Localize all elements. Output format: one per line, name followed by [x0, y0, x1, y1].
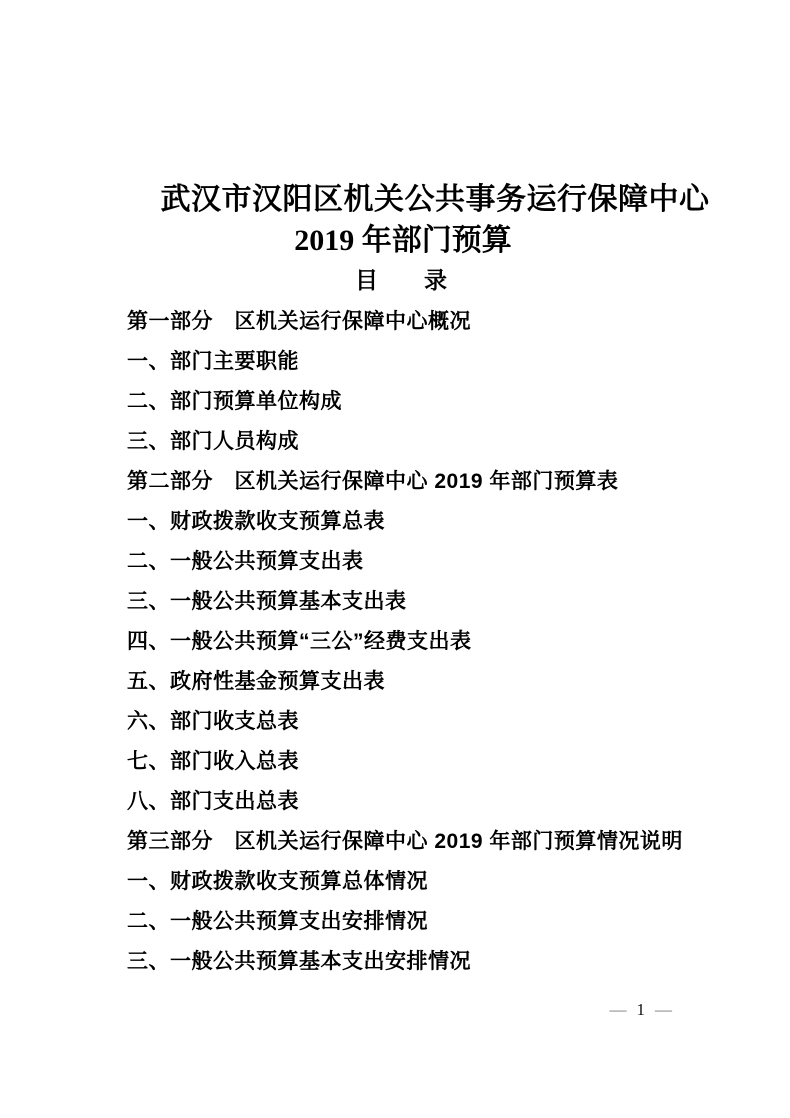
footer-dash-left: —: [609, 1000, 627, 1019]
toc-entry: 一、部门主要职能: [127, 350, 299, 373]
toc-entry: 三、部门人员构成: [127, 430, 299, 453]
toc-part-heading: 第三部分 区机关运行保障中心 2019 年部门预算情况说明: [127, 830, 683, 853]
toc-entry: 二、一般公共预算支出安排情况: [127, 910, 428, 933]
document-title-line2: 2019 年部门预算: [294, 224, 512, 257]
toc-entry: 三、一般公共预算基本支出表: [127, 590, 407, 613]
toc-entry: 七、部门收入总表: [127, 750, 299, 773]
toc-entry: 六、部门收支总表: [127, 710, 299, 733]
toc-entry: 一、财政拨款收支预算总体情况: [127, 870, 428, 893]
toc-list: [127, 302, 730, 982]
document-title-line1: 武汉市汉阳区机关公共事务运行保障中心: [160, 183, 710, 216]
toc-part-heading: 第二部分 区机关运行保障中心 2019 年部门预算表: [127, 470, 619, 493]
page-footer: [610, 998, 673, 1022]
toc-entry: 一、财政拨款收支预算总表: [127, 510, 385, 533]
toc-heading: 目 录: [355, 267, 447, 293]
page-number: 1: [636, 1000, 645, 1019]
footer-dash-right: —: [655, 1000, 672, 1019]
toc-entry: 八、部门支出总表: [127, 790, 299, 813]
toc-entry: 四、一般公共预算“三公”经费支出表: [127, 630, 472, 653]
toc-entry: 二、一般公共预算支出表: [127, 550, 364, 573]
toc-entry: 五、政府性基金预算支出表: [127, 670, 385, 693]
toc-entry: 三、一般公共预算基本支出安排情况: [127, 950, 471, 973]
toc-part-heading: 第一部分 区机关运行保障中心概况: [127, 310, 471, 333]
toc-entry: 二、部门预算单位构成: [127, 390, 342, 413]
